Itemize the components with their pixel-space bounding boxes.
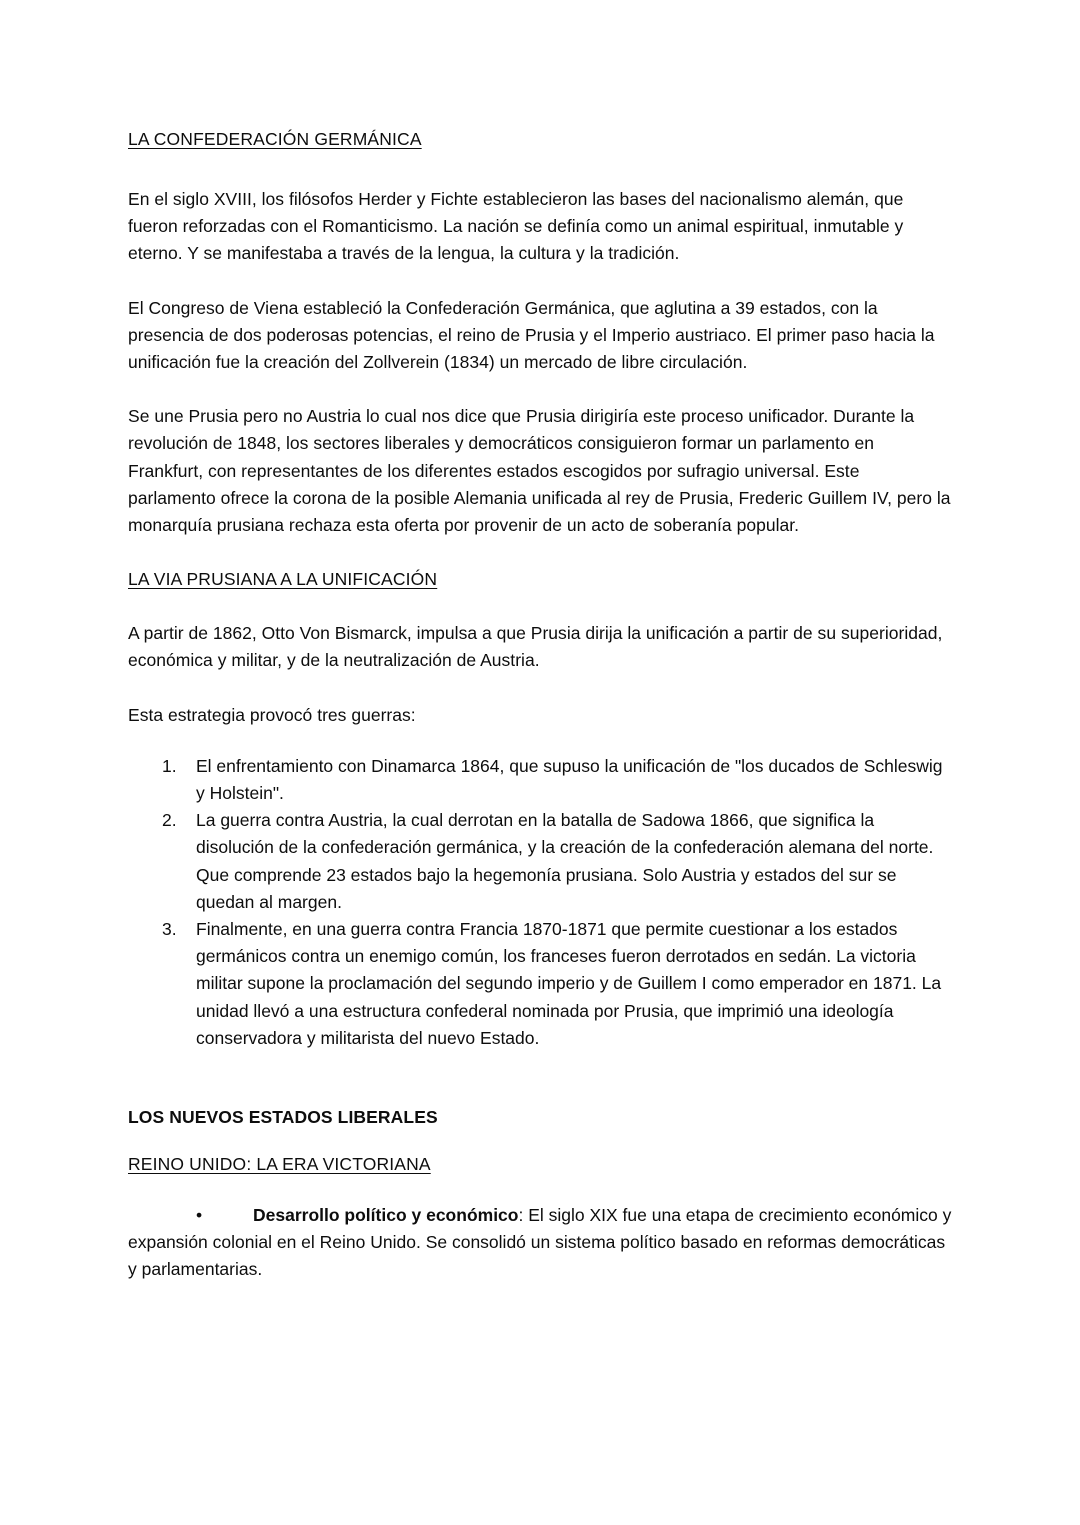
- paragraph-tres-guerras-intro: Esta estrategia provocó tres guerras:: [128, 704, 416, 725]
- spacer: [128, 539, 952, 566]
- bullet-body-text: : El siglo XIX fue una etapa de crecimiento económico y expansión colonial en el Reino Unido. Se consolidó un sistema político basado en reformas democráticas y parlamentarias.: [128, 1205, 952, 1280]
- heading-los-nuevos-estados-liberales: LOS NUEVOS ESTADOS LIBERALES: [128, 1107, 438, 1128]
- list-item: Finalmente, en una guerra contra Francia 1870-1871 que permite cuestionar a los estados germánicos contra un enemigo común, los franceses fueron derrotados en sedán. La victoria militar supone la proclamación del segundo imperio y de Guillem I como emperador en 1871. La unidad llevó a una estructura confederal nominada por Prusia, que imprimió una ideología conservadora y militarista del nuevo Estado.: [196, 919, 942, 1048]
- spacer: [128, 268, 952, 295]
- bullet-paragraph-desarrollo: [128, 1202, 952, 1284]
- heading-reino-unido-la-era-victoriana: REINO UNIDO: LA ERA VICTORIANA: [128, 1154, 431, 1175]
- document-content: [128, 126, 952, 1284]
- paragraph-congreso-de-viena: El Congreso de Viena estableció la Confederación Germánica, que aglutina a 39 estados, con la presencia de dos poderosas potencias, el reino de Prusia y el Imperio austriaco. El primer paso hacia la unificación fue la creación del Zollverein (1834) un mercado de libre circulación.: [128, 297, 935, 373]
- spacer: [128, 1131, 952, 1151]
- bullet-icon: •: [196, 1205, 203, 1226]
- list-item: La guerra contra Austria, la cual derrotan en la batalla de Sadowa 1866, que significa la disolución de la confederación germánica, y la creación de la confederación alemana del norte. Que comprende 23 estados bajo la hegemonía prusiana. Solo Austria y estados del sur se quedan al margen.: [196, 810, 934, 912]
- spacer: [128, 593, 952, 620]
- spacer: [128, 675, 952, 702]
- spacer: [128, 1052, 952, 1104]
- paragraph-nacionalismo-aleman: En el siglo XVIII, los filósofos Herder y Fichte establecieron las bases del nacionalismo alemán, que fueron reforzadas con el Romanticismo. La nación se definía como un animal espiritual, inmutable y eterno. Y se manifestaba a través de la lengua, la cultura y la tradición.: [128, 189, 904, 264]
- spacer: [128, 1178, 952, 1202]
- spacer: [128, 153, 952, 186]
- spacer: [128, 729, 952, 753]
- paragraph-prusia-austria: Se une Prusia pero no Austria lo cual nos dice que Prusia dirigiría este proceso unificador. Durante la revolución de 1848, los sectores liberales y democráticos consiguieron formar un parlamento en Frankfurt, con representantes de los diferentes estados escogidos por sufragio universal. Este parlamento ofrece la corona de la posible Alemania unificada al rey de Prusia, Frederic Guillem IV, pero la monarquía prusiana rechaza esta oferta por provenir de un acto de soberanía popular.: [128, 406, 951, 536]
- heading-la-via-prusiana-a-la-unificacion: LA VIA PRUSIANA A LA UNIFICACIÓN: [128, 569, 438, 590]
- heading-la-confederacion-germanica: LA CONFEDERACIÓN GERMÁNICA: [128, 129, 422, 149]
- list-item: El enfrentamiento con Dinamarca 1864, que supuso la unificación de "los ducados de Schleswig y Holstein".: [196, 755, 943, 804]
- war-list: [128, 753, 952, 1052]
- bullet-bold-lead: Desarrollo político y económico: [253, 1205, 519, 1226]
- spacer: [128, 376, 952, 403]
- paragraph-bismarck: A partir de 1862, Otto Von Bismarck, impulsa a que Prusia dirija la unificación a partir de su superioridad, económica y militar, y de la neutralización de Austria.: [128, 623, 943, 671]
